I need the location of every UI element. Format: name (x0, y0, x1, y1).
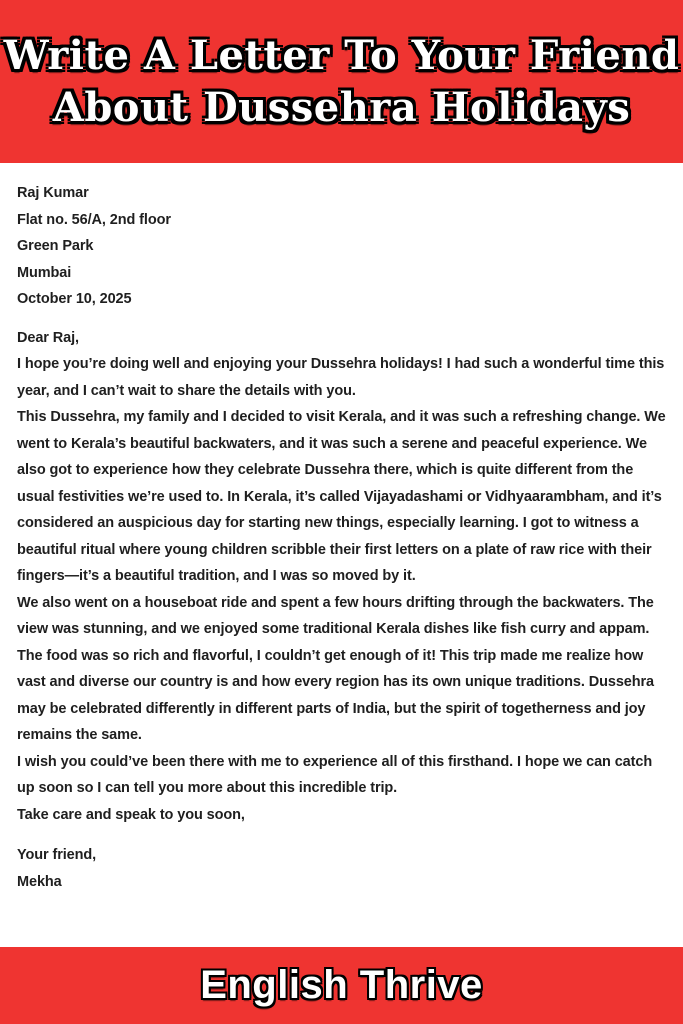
signature-name: Mekha (17, 873, 62, 890)
letter-content-block (17, 325, 666, 802)
paragraph-1: I hope you’re doing well and enjoying your Dussehra holidays! I had such a wonderful time this year, and I can’t wait to share the details with you. (17, 356, 665, 399)
letter-date: October 10, 2025 (17, 291, 132, 307)
signoff-block (17, 842, 666, 895)
paragraph-4: I wish you could’ve been there with me to experience all of this firsthand. I hope we can catch up soon so I can tell you more about this incredible trip. (17, 753, 653, 796)
salutation: Dear Raj, (17, 329, 79, 346)
sender-address-block (17, 180, 666, 313)
sender-name: Raj Kumar (17, 185, 89, 201)
address-line-city: Mumbai (17, 264, 72, 281)
address-line-flat: Flat no. 56/A, 2nd floor (17, 211, 171, 228)
address-line-area: Green Park (17, 238, 94, 254)
page-title-line2: About Dussehra Holidays (52, 83, 631, 131)
closing-line: Take care and speak to you soon, (17, 806, 245, 823)
footer-banner (0, 947, 683, 1024)
page-title-line1: Write A Letter To Your Friend (3, 31, 680, 79)
paragraph-2: This Dussehra, my family and I decided to visit Kerala, and it was such a refreshing change. We went to Kerala’s beautiful backwaters, and it was such a serene and peaceful experience. We also got to experience how they celebrate Dussehra there, which is quite different from the usual festivities we’re used to. In Kerala, it’s called Vijayadashami or Vidhyaarambham, and it’s considered an auspicious day for starting new things, especially learning. I got to witness a beautiful ritual where young children scribble their first letters on a plate of raw rice with their fingers—it’s a beautiful tradition, and I was so moved by it. (17, 409, 666, 584)
page-title (4, 30, 680, 134)
paragraph-3: We also went on a houseboat ride and spent a few hours drifting through the backwaters. The view was stunning, and we enjoyed some traditional Kerala dishes like fish curry and appam. The food was so rich and flavorful, I couldn’t get enough of it! This trip made me realize how vast and diverse our country is and how every region has its own unique traditions. Dussehra may be celebrated differently in different parts of India, but the spirit of togetherness and joy remains the same. (17, 594, 655, 743)
brand-name: English Thrive (200, 963, 483, 1007)
signoff: Your friend, (17, 847, 97, 863)
letter-body (0, 163, 683, 947)
header-banner (0, 0, 683, 163)
